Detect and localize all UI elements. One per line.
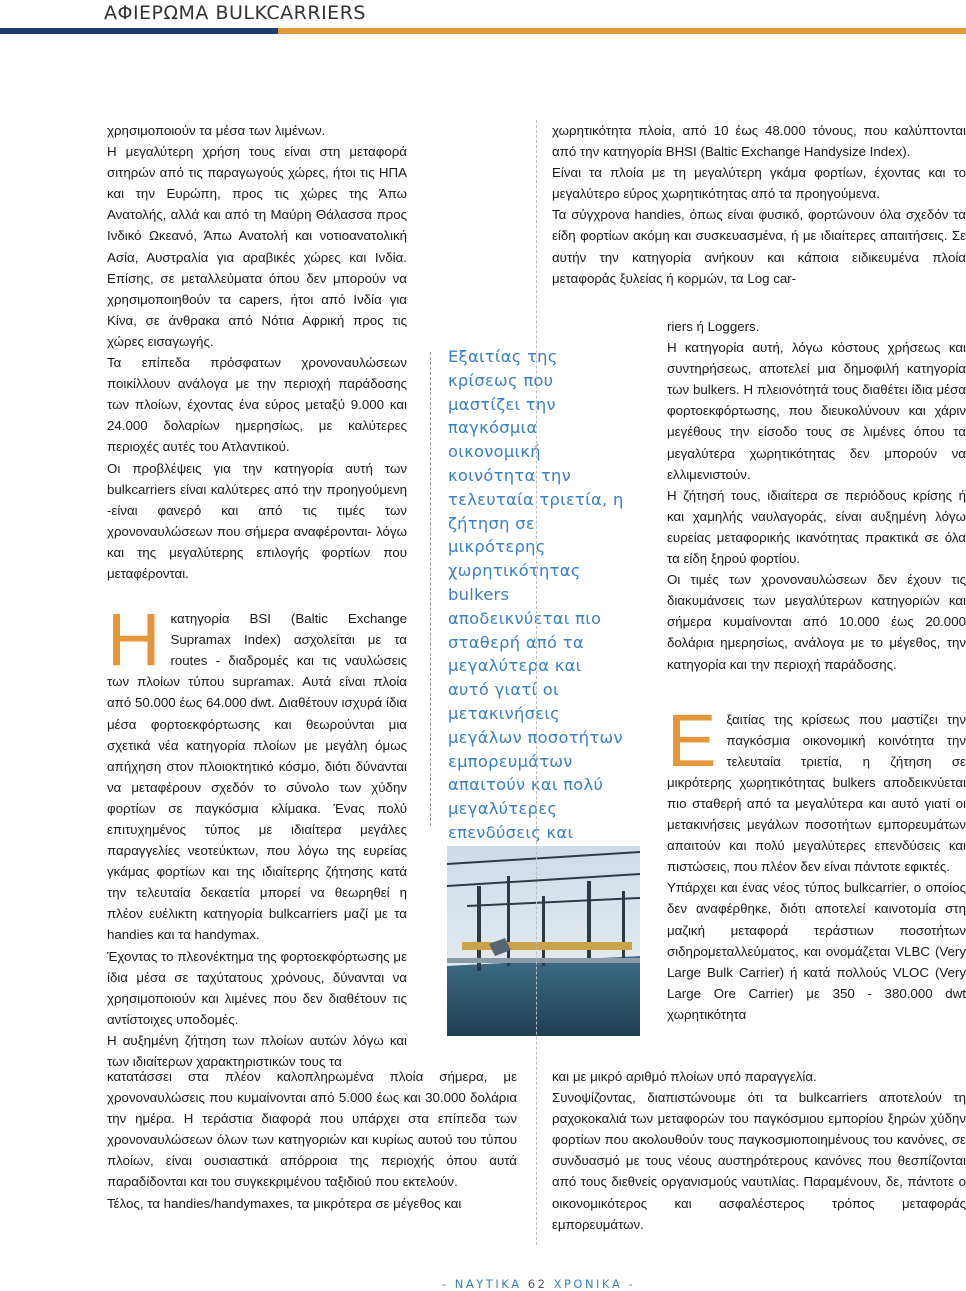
paragraph-text: ξαιτίας της κρίσεως που μαστίζει την παγκόσμια οικονομική κοινότητα την τελευταία τριετία, η ζήτηση σε μικρότερης χωρητικότητας bulkers αποδεικνύεται πιο σταθερή από τα μεγαλύτερα και αυτό γιατί οι μετακινήσεις μεγάλων ποσοτήτων εμπορευμάτων απαιτούν και πολύ μεγαλύτερες επενδύσεις και πιστώσεις, που πλέον δεν είναι πάντοτε εφικτές. xyxy=(667,711,966,875)
header-stripe-navy xyxy=(0,28,278,34)
pull-quote-rule xyxy=(430,352,431,826)
paragraph xyxy=(107,598,407,946)
paragraph: Υπάρχει και ένας νέος τύπος bulkcarrier, ο οποίος δεν αναφέρθηκε, διότι αποτελεί καινοτομία στη μαζική μεταφορά τεράστιων ποσοτήτων σιδηρομεταλλεύματος, και ονομάζεται VLBC (Very Large Bulk Carrier) ή κατά πολλούς VLOC (Very Large Ore Carrier) με 350 - 380.000 dwt χωρητικότητα xyxy=(667,880,966,1022)
paragraph: χωρητικότητα πλοία, από 10 έως 48.000 τόνους, που καλύπτονται από την κατηγορία BHSI (Baltic Exchange Handysize Index). xyxy=(552,123,966,160)
column-right-narrow xyxy=(667,316,966,1025)
paragraph: Έχοντας το πλεονέκτημα της φορτοεκφόρτωσης με ίδια μέσα σε ταχύτατους χρόνους, δύνανται να χρησιμοποιούν και λιμένες που δεν διαθέτουν τις αντίστοιχες υποδομές. xyxy=(107,948,407,1027)
paragraph: Η αυξημένη ζήτηση των πλοίων αυτών λόγω και των ιδιαίτερων χαρακτηριστικών τους τα xyxy=(107,1032,407,1070)
paragraph-text: κατηγορία BSI (Baltic Exchange Supramax Index) ασχολείται με τα routes - διαδρομές και τις ναυλώσεις των πλοίων τύπου supramax. Αυτά είναι πλοία από 50.000 έως 64.000 dwt. Διαθέτουν ισχυρά ίδια μέσα φορτοεκφόρτωσης και θεωρούνται μια σχετικά νέα κατηγορία πλοίων με μεγάλη όμως απήχηση στον πλοιοκτητικό κόσμο, διότι δύνανται να μεταφέρουν σχεδόν το σύνολο των χύδην φορτίων σε παγκόσμια κλίμακα. Ένας πολύ επιτυχημένος τύπος με ιδιαίτερα μεγάλες παραγγελίες νεοτεύκτων, που λόγω της ευρείας γκάμας φορτίων και της ιδιαίτερης ζήτησης κατά την τελευταία δεκαετία μπορεί να θεωρηθεί η πλέον ευέλικτη κατηγορία bulkcarriers μαζί με τα handies και τα handymax. xyxy=(107,611,407,943)
paragraph xyxy=(667,698,966,878)
paragraph: Οι προβλέψεις για την κατηγορία αυτή των bulkcarriers είναι καλύτερες από την προηγούμενη -είναι φανερό και από τις τιμές των χρονοναυλώσεων που σήμερα αναφέρονται- λόγω και της μεγαλύτερης επιλογής φορτίων που μεταφέρονται. xyxy=(107,460,407,581)
column-left xyxy=(107,120,407,1072)
paragraph: riers ή Loggers. xyxy=(667,319,760,334)
column-left-bottom xyxy=(107,1066,517,1214)
paragraph: Τα σύγχρονα handies, όπως είναι φυσικό, φορτώνουν όλα σχεδόν τα είδη φορτίων ακόμη και συσκευασμένα, ή με ιδιαίτερες απαιτήσεις. Σε αυτήν την κατηγορία ανήκουν και κάποια ειδικευμένα πλοία μεταφοράς ξυλείας ή κορμών, τα Log car- xyxy=(552,207,966,286)
header-stripe-orange xyxy=(278,28,966,34)
paragraph: χρησιμοποιούν τα μέσα των λιμένων. xyxy=(107,123,326,138)
ship-deck-photo xyxy=(447,846,640,1036)
paragraph: Η κατηγορία αυτή, λόγω κόστους χρήσεως και συντηρήσεως, αποτελεί μια δημοφιλή κατηγορία των bulkers. Η πλειονότητά τους διαθέτει ίδια μέσα φορτοεκφόρτωσης, που διευκολύνουν και χάριν μεγέθους την είσοδο τους σε λιμένες όπου τα μεγαλύτερα χωρητικότητας δεν μπορούν να ελλιμενιστούν. xyxy=(667,340,966,482)
drop-cap: Η xyxy=(107,598,161,682)
pull-quote: Εξαιτίας της κρίσεως που μαστίζει την παγκόσμια οικονομική κοινότητα την τελευταία τριετία, η ζήτηση σε μικρότερης χωρητικότητας bulkers αποδεικνύεται πιο σταθερή από τα μεγαλύτερα και αυτό γιατί οι μετακινήσεις μεγάλων ποσοτήτων εμπορευμάτων απαιτούν και πολύ μεγαλύτερες επενδύσεις και xyxy=(448,347,624,842)
paragraph: κατατάσσει στα πλέον καλοπληρωμένα πλοία σήμερα, με χρονοναυλώσεις που κυμαίνονται από 5.000 έως και 30.000 δολάρια την ημέρα. Η τεράστια διαφορά που υπάρχει στα επίπεδα των χρονοναυλώσεων όλων των κατηγοριών και κυρίως αυτού του τύπου πλοίων, είναι ουσιαστικά απόρροια της περιοχής όπου αυτά παραδίδονται και του συγκεκριμένου ταξιδιού που εκτελούν. xyxy=(107,1069,517,1190)
footer-left: - ΝΑΥΤΙΚΑ xyxy=(442,1277,522,1291)
column-right xyxy=(552,120,966,289)
column-divider xyxy=(536,120,537,1245)
page-number: 62 xyxy=(527,1277,548,1291)
paragraph: και με μικρό αριθμό πλοίων υπό παραγγελία. xyxy=(552,1069,817,1084)
paragraph: Τα επίπεδα πρόσφατων χρονοναυλώσεων ποικίλλουν ανάλογα με την περιοχή παράδοσης των πλοίων, έχοντας ένα εύρος μεταξύ 9.000 και 24.000 δολαρίων ημερησίως, με καλύτερες περιοχές αυτές του Ατλαντικού. xyxy=(107,355,407,455)
paragraph: Η μεγαλύτερη χρήση τους είναι στη μεταφορά σιτηρών από τις παραγωγούς χώρες, ήτοι τις ΗΠΑ και την Ευρώπη, προς τις χώρες της Άπω Ανατολής, αλλά και από τη Μαύρη Θάλασσα προς Ινδικό Ωκεανό, Άπω Ανατολή και νοτιοανατολική Ασία, Αυστραλία για αραβικές χώρες και Ινδία. Επίσης, σε μεταλλεύματα όπου δεν μπορούν να χρησιμοποιηθούν τα capers, ήτοι από Ινδία για Κίνα, σε άνθρακα από Νότια Αφρική προς τις χώρες εισαγωγής. xyxy=(107,144,407,349)
page-footer xyxy=(442,1277,635,1291)
paragraph: Οι τιμές των χρονοναυλώσεων δεν έχουν τις διακυμάνσεις των μεγαλύτερων κατηγοριών και σήμερα κυμαίνονται από 10.000 έως 20.000 δολάρια ημερησίως, ανάλογα με το μέγεθος, την κατηγορία και την περιοχή παράδοσης. xyxy=(667,572,966,672)
header-title: ΑΦΙΕΡΩΜΑ BULKCARRIERS xyxy=(104,2,366,24)
footer-right: ΧΡΟΝΙΚΑ - xyxy=(553,1277,636,1291)
paragraph: Η ζήτησή τους, ιδιαίτερα σε περιόδους κρίσης ή και χαμηλής ναυλαγοράς, είναι αυξημένη λόγω ευρείας μεταφορικής ικανότητας πρακτικά σε όλα τα είδη ξηρού φορτίου. xyxy=(667,487,966,567)
paragraph: Είναι τα πλοία με τη μεγαλύτερη γκάμα φορτίων, έχοντας και το μεγαλύτερο εύρος χωρητικότητας από τα προηγούμενα. xyxy=(552,165,966,202)
column-right-bottom xyxy=(552,1066,966,1235)
paragraph: Συνοψίζοντας, διαπιστώνουμε ότι τα bulkcarriers αποτελούν τη ραχοκοκαλιά των μεταφορών του παγκόσμιου εμπορίου ξηρών χύδην φορτίων που ακολουθούν τους παγκοσμιοποιημένους του κανόνες, σε συνδυασμό με τους νέους αυστηρότερους κανόνες που θεσπίζονται από τους διεθνείς οργανισμούς ναυτιλίας. Παραμένουν, δε, πάντοτε ο οικονομικότερος και ασφαλέστερος τρόπος μεταφοράς εμπορευμάτων. xyxy=(552,1090,966,1232)
drop-cap: Ε xyxy=(667,698,717,782)
paragraph: Τέλος, τα handies/handymaxes, τα μικρότερα σε μέγεθος και xyxy=(107,1195,462,1211)
